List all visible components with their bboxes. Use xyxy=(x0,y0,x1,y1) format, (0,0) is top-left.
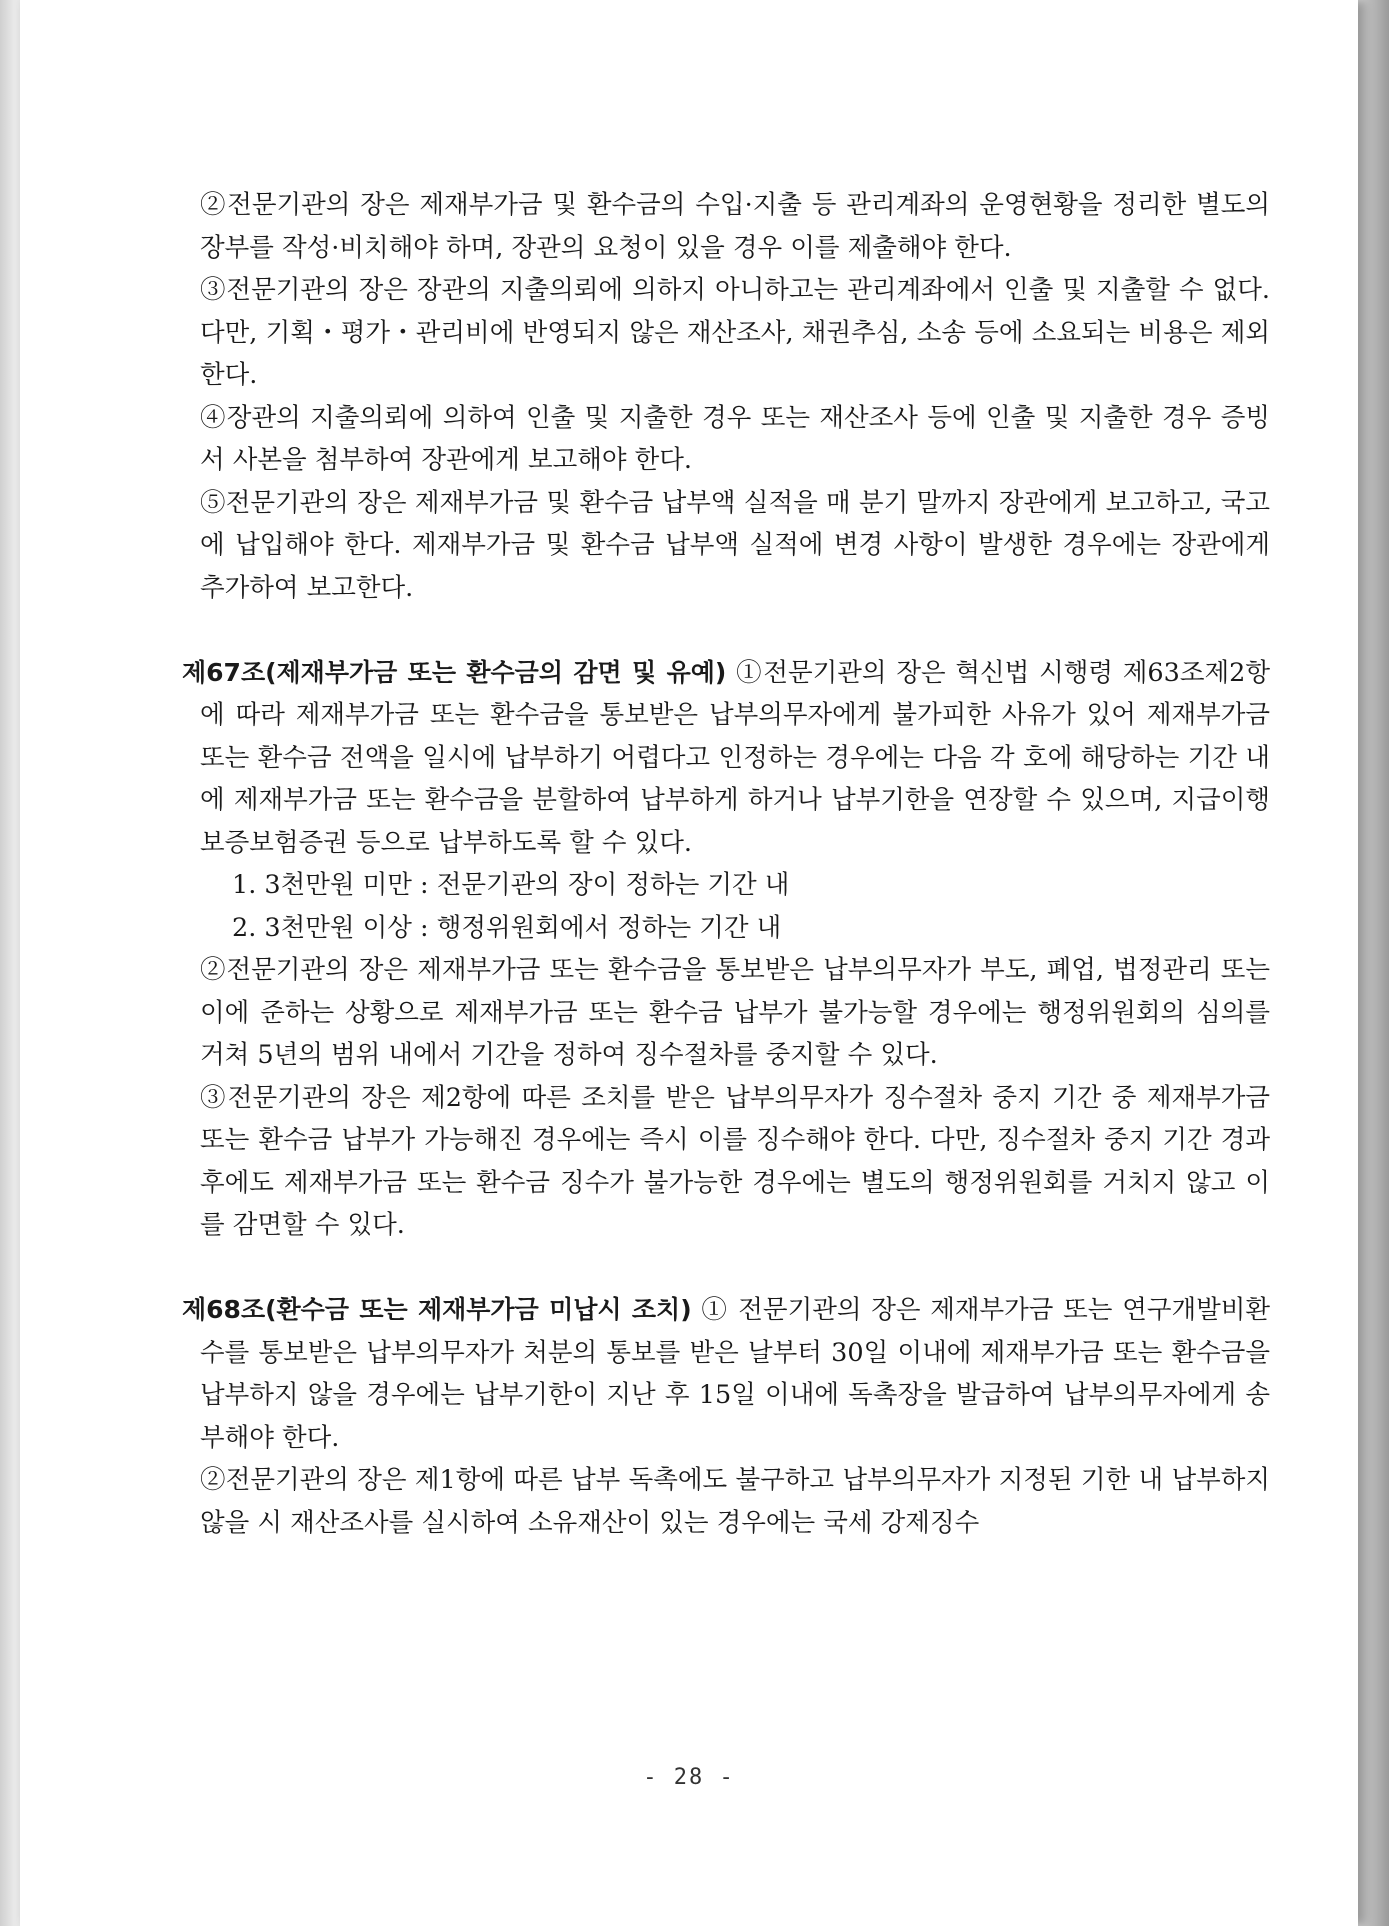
article66-clause-2: ②전문기관의 장은 제재부가금 및 환수금의 수입·지출 등 관리계좌의 운영현황을 정리한 별도의 장부를 작성·비치해야 하며, 장관의 요청이 있을 경우 이를 제출해야 한다. xyxy=(200,190,1270,263)
article66-clause-3: ③전문기관의 장은 장관의 지출의뢰에 의하지 아니하고는 관리계좌에서 인출 및 지출할 수 없다. 다만, 기획・평가・관리비에 반영되지 않은 재산조사, 채권추심, 소송 등에 소요되는 비용은 제외한다. xyxy=(200,275,1270,390)
article67-heading: 제67조(제재부가금 또는 환수금의 감면 및 유예) xyxy=(182,657,727,687)
article67-clause-2: ②전문기관의 장은 제재부가금 또는 환수금을 통보받은 납부의무자가 부도, 폐업, 법정관리 또는 이에 준하는 상황으로 제재부가금 또는 환수금 납부가 불가능할 경우에는 행정위원회의 심의를 거쳐 5년의 범위 내에서 기간을 정하여 징수절차를 중지할 수 있다. xyxy=(200,955,1270,1070)
document-page xyxy=(20,0,1358,1926)
page-number: - 28 - xyxy=(643,1765,735,1790)
article66-clause-5: ⑤전문기관의 장은 제재부가금 및 환수금 납부액 실적을 매 분기 말까지 장관에게 보고하고, 국고에 납입해야 한다. 제재부가금 및 환수금 납부액 실적에 변경 사항이 발생한 경우에는 장관에게 추가하여 보고한다. xyxy=(200,487,1270,603)
article68-clause-1-text: ① 전문기관의 장은 제재부가금 또는 연구개발비환수를 통보받은 납부의무자가 처분의 통보를 받은 날부터 30일 이내에 제재부가금 또는 환수금을 납부하지 않을 경우에는 납부기한이 지난 후 15일 이내에 독촉장을 발급하여 납부의무자에게 송부해야 한다. xyxy=(200,1295,1270,1453)
article67-clause-1 xyxy=(182,652,1270,865)
article66-clause-4: ④장관의 지출의뢰에 의하여 인출 및 지출한 경우 또는 재산조사 등에 인출 및 지출한 경우 증빙서 사본을 첨부하여 장관에게 보고해야 한다. xyxy=(200,402,1270,475)
article68-heading: 제68조(환수금 또는 제재부가금 미납시 조치) xyxy=(182,1295,692,1324)
article68-clause-2: ②전문기관의 장은 제1항에 따른 납부 독촉에도 불구하고 납부의무자가 지정된 기한 내 납부하지 않을 시 재산조사를 실시하여 소유재산이 있는 경우에는 국세 강제징수 xyxy=(200,1465,1270,1538)
document-body xyxy=(182,184,1270,1544)
article67-item-2: 2. 3천만원 이상 : 행정위원회에서 정하는 기간 내 xyxy=(232,912,782,943)
article67-clause-3: ③전문기관의 장은 제2항에 따른 조치를 받은 납부의무자가 징수절차 중지 기간 중 제재부가금 또는 환수금 납부가 가능해진 경우에는 즉시 이를 징수해야 한다. 다만, 징수절차 중지 기간 경과 후에도 제재부가금 또는 환수금 징수가 불가능한 경우에는 별도의 행정위원회를 거치지 않고 이를 감면할 수 있다. xyxy=(200,1082,1270,1240)
article68-clause-1 xyxy=(182,1289,1270,1459)
article67-clause-1-text: ①전문기관의 장은 혁신법 시행령 제63조제2항에 따라 제재부가금 또는 환수금을 통보받은 납부의무자에게 불가피한 사유가 있어 제재부가금 또는 환수금 전액을 일시에 납부하기 어렵다고 인정하는 경우에는 다음 각 호에 해당하는 기간 내에 제재부가금 또는 환수금을 분할하여 납부하게 하거나 납부기한을 연장할 수 있으며, 지급이행보증보험증권 등으로 납부하도록 할 수 있다. xyxy=(200,657,1270,858)
article67-item-1: 1. 3천만원 미만 : 전문기관의 장이 정하는 기간 내 xyxy=(232,870,790,900)
